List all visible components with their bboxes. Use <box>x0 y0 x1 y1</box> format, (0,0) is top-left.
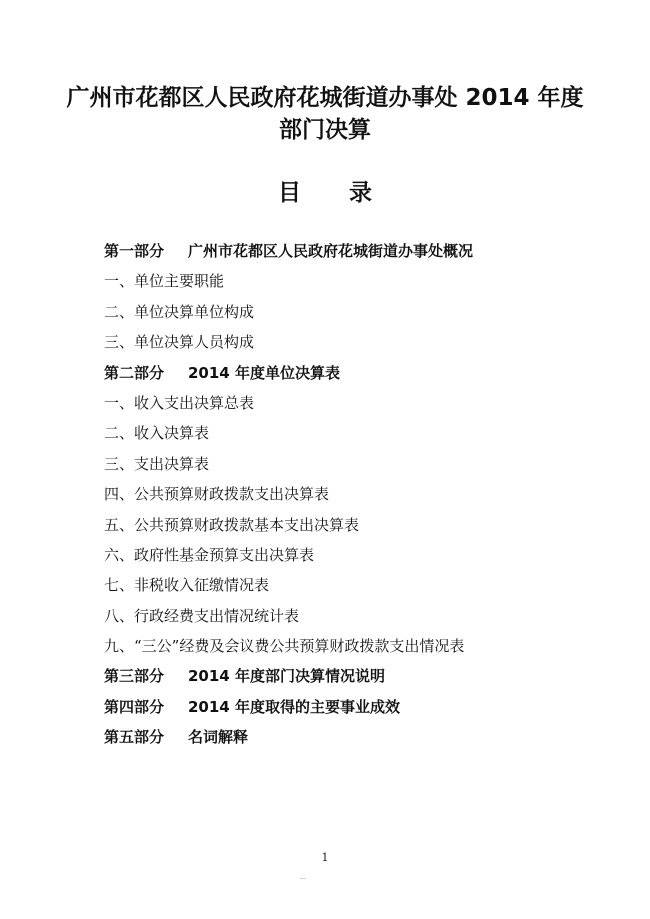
toc-part-prefix: 第二部分 <box>104 363 165 382</box>
document-title-line-2: 部门决算 <box>279 117 371 143</box>
toc-part <box>104 661 624 691</box>
toc-item <box>104 540 624 570</box>
toc-part-prefix: 第一部分 <box>104 242 165 260</box>
toc-item <box>104 388 624 418</box>
table-of-contents <box>104 236 624 753</box>
toc-part-title: 2014 年度单位决算表 <box>188 363 340 382</box>
toc-item-text: 三、支出决算表 <box>104 454 210 473</box>
toc-item <box>104 510 624 540</box>
toc-item-text: 九、“三公”经费及会议费公共预算财政拨款支出情况表 <box>104 637 465 656</box>
toc-item <box>104 418 624 448</box>
toc-item <box>104 570 624 600</box>
toc-item <box>104 449 624 479</box>
toc-item-text: 二、收入决算表 <box>104 424 210 443</box>
toc-part-title: 名词解释 <box>188 728 249 747</box>
toc-item-text: 七、非税收入征缴情况表 <box>104 576 270 595</box>
toc-item <box>104 297 624 327</box>
toc-item <box>104 601 624 631</box>
toc-part <box>104 236 624 266</box>
toc-item <box>104 479 624 509</box>
toc-item-text: 四、公共预算财政拨款支出决算表 <box>104 485 330 504</box>
page-number: 1 <box>321 851 329 864</box>
toc-part-title: 2014 年度取得的主要事业成效 <box>188 697 400 716</box>
toc-item <box>104 327 624 357</box>
toc-part <box>104 692 624 722</box>
toc-part <box>104 358 624 388</box>
toc-item-text: 一、单位主要职能 <box>104 272 225 291</box>
document-title-line-1: 广州市花都区人民政府花城街道办事处 2014 年度 <box>66 85 584 111</box>
toc-item <box>104 631 624 661</box>
toc-item-text: 一、收入支出决算总表 <box>104 393 255 412</box>
toc-part <box>104 722 624 752</box>
toc-part-prefix: 第三部分 <box>104 667 165 686</box>
toc-part-title: 广州市花都区人民政府花城街道办事处概况 <box>188 242 474 260</box>
toc-part-prefix: 第五部分 <box>104 728 165 747</box>
toc-item-text: 二、单位决算单位构成 <box>104 302 255 321</box>
toc-item <box>104 266 624 296</box>
toc-part-prefix: 第四部分 <box>104 697 165 716</box>
toc-part-title: 2014 年度部门决算情况说明 <box>188 667 385 686</box>
scan-speck <box>300 878 306 879</box>
toc-heading: 目录 <box>278 180 420 206</box>
toc-item-text: 六、政府性基金预算支出决算表 <box>104 545 315 564</box>
toc-item-text: 八、行政经费支出情况统计表 <box>104 606 300 625</box>
toc-item-text: 三、单位决算人员构成 <box>104 333 255 352</box>
toc-item-text: 五、公共预算财政拨款基本支出决算表 <box>104 515 360 534</box>
